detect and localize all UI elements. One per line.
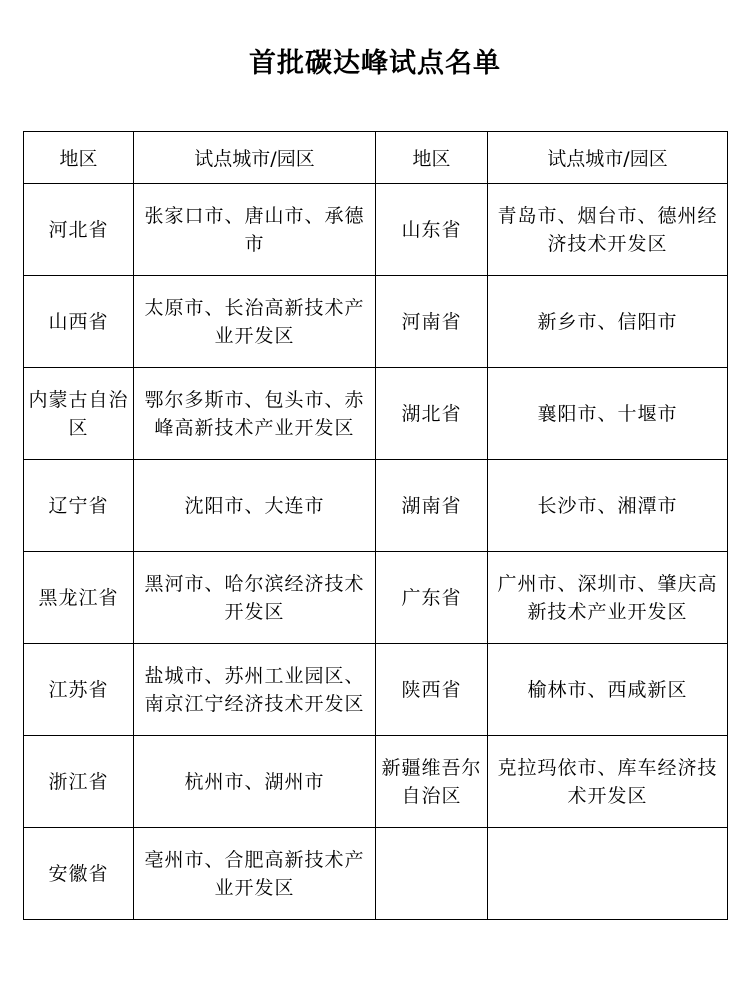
region-cell: 广东省 (376, 552, 488, 644)
table-row (24, 552, 728, 644)
cities-cell: 沈阳市、大连市 (134, 460, 376, 552)
table-header-row (24, 132, 728, 184)
region-cell: 湖北省 (376, 368, 488, 460)
region-cell: 黑龙江省 (24, 552, 134, 644)
table-row (24, 644, 728, 736)
region-cell: 江苏省 (24, 644, 134, 736)
cities-cell: 青岛市、烟台市、德州经济技术开发区 (488, 184, 728, 276)
table-row (24, 276, 728, 368)
region-cell: 安徽省 (24, 828, 134, 920)
cities-cell: 新乡市、信阳市 (488, 276, 728, 368)
region-cell: 新疆维吾尔自治区 (376, 736, 488, 828)
cities-cell: 襄阳市、十堰市 (488, 368, 728, 460)
cities-cell: 鄂尔多斯市、包头市、赤峰高新技术产业开发区 (134, 368, 376, 460)
cities-cell (488, 828, 728, 920)
cities-cell: 张家口市、唐山市、承德市 (134, 184, 376, 276)
cities-cell: 克拉玛依市、库车经济技术开发区 (488, 736, 728, 828)
region-cell: 河北省 (24, 184, 134, 276)
cities-cell: 杭州市、湖州市 (134, 736, 376, 828)
cities-cell: 太原市、长治高新技术产业开发区 (134, 276, 376, 368)
cities-cell: 黑河市、哈尔滨经济技术开发区 (134, 552, 376, 644)
pilot-list-table (23, 131, 728, 920)
cities-cell: 盐城市、苏州工业园区、南京江宁经济技术开发区 (134, 644, 376, 736)
region-cell: 内蒙古自治区 (24, 368, 134, 460)
cities-cell: 亳州市、合肥高新技术产业开发区 (134, 828, 376, 920)
cities-cell: 榆林市、西咸新区 (488, 644, 728, 736)
page-title: 首批碳达峰试点名单 (249, 48, 501, 79)
header-cities-left: 试点城市/园区 (134, 132, 376, 184)
region-cell: 河南省 (376, 276, 488, 368)
region-cell: 陕西省 (376, 644, 488, 736)
region-cell: 辽宁省 (24, 460, 134, 552)
region-cell: 山西省 (24, 276, 134, 368)
table-row (24, 184, 728, 276)
header-cities-right: 试点城市/园区 (488, 132, 728, 184)
cities-cell: 广州市、深圳市、肇庆高新技术产业开发区 (488, 552, 728, 644)
region-cell: 浙江省 (24, 736, 134, 828)
table-row (24, 736, 728, 828)
cities-cell: 长沙市、湘潭市 (488, 460, 728, 552)
header-region-left: 地区 (24, 132, 134, 184)
region-cell: 湖南省 (376, 460, 488, 552)
header-region-right: 地区 (376, 132, 488, 184)
region-cell: 山东省 (376, 184, 488, 276)
table-row (24, 368, 728, 460)
region-cell (376, 828, 488, 920)
table-row (24, 460, 728, 552)
table-row (24, 828, 728, 920)
